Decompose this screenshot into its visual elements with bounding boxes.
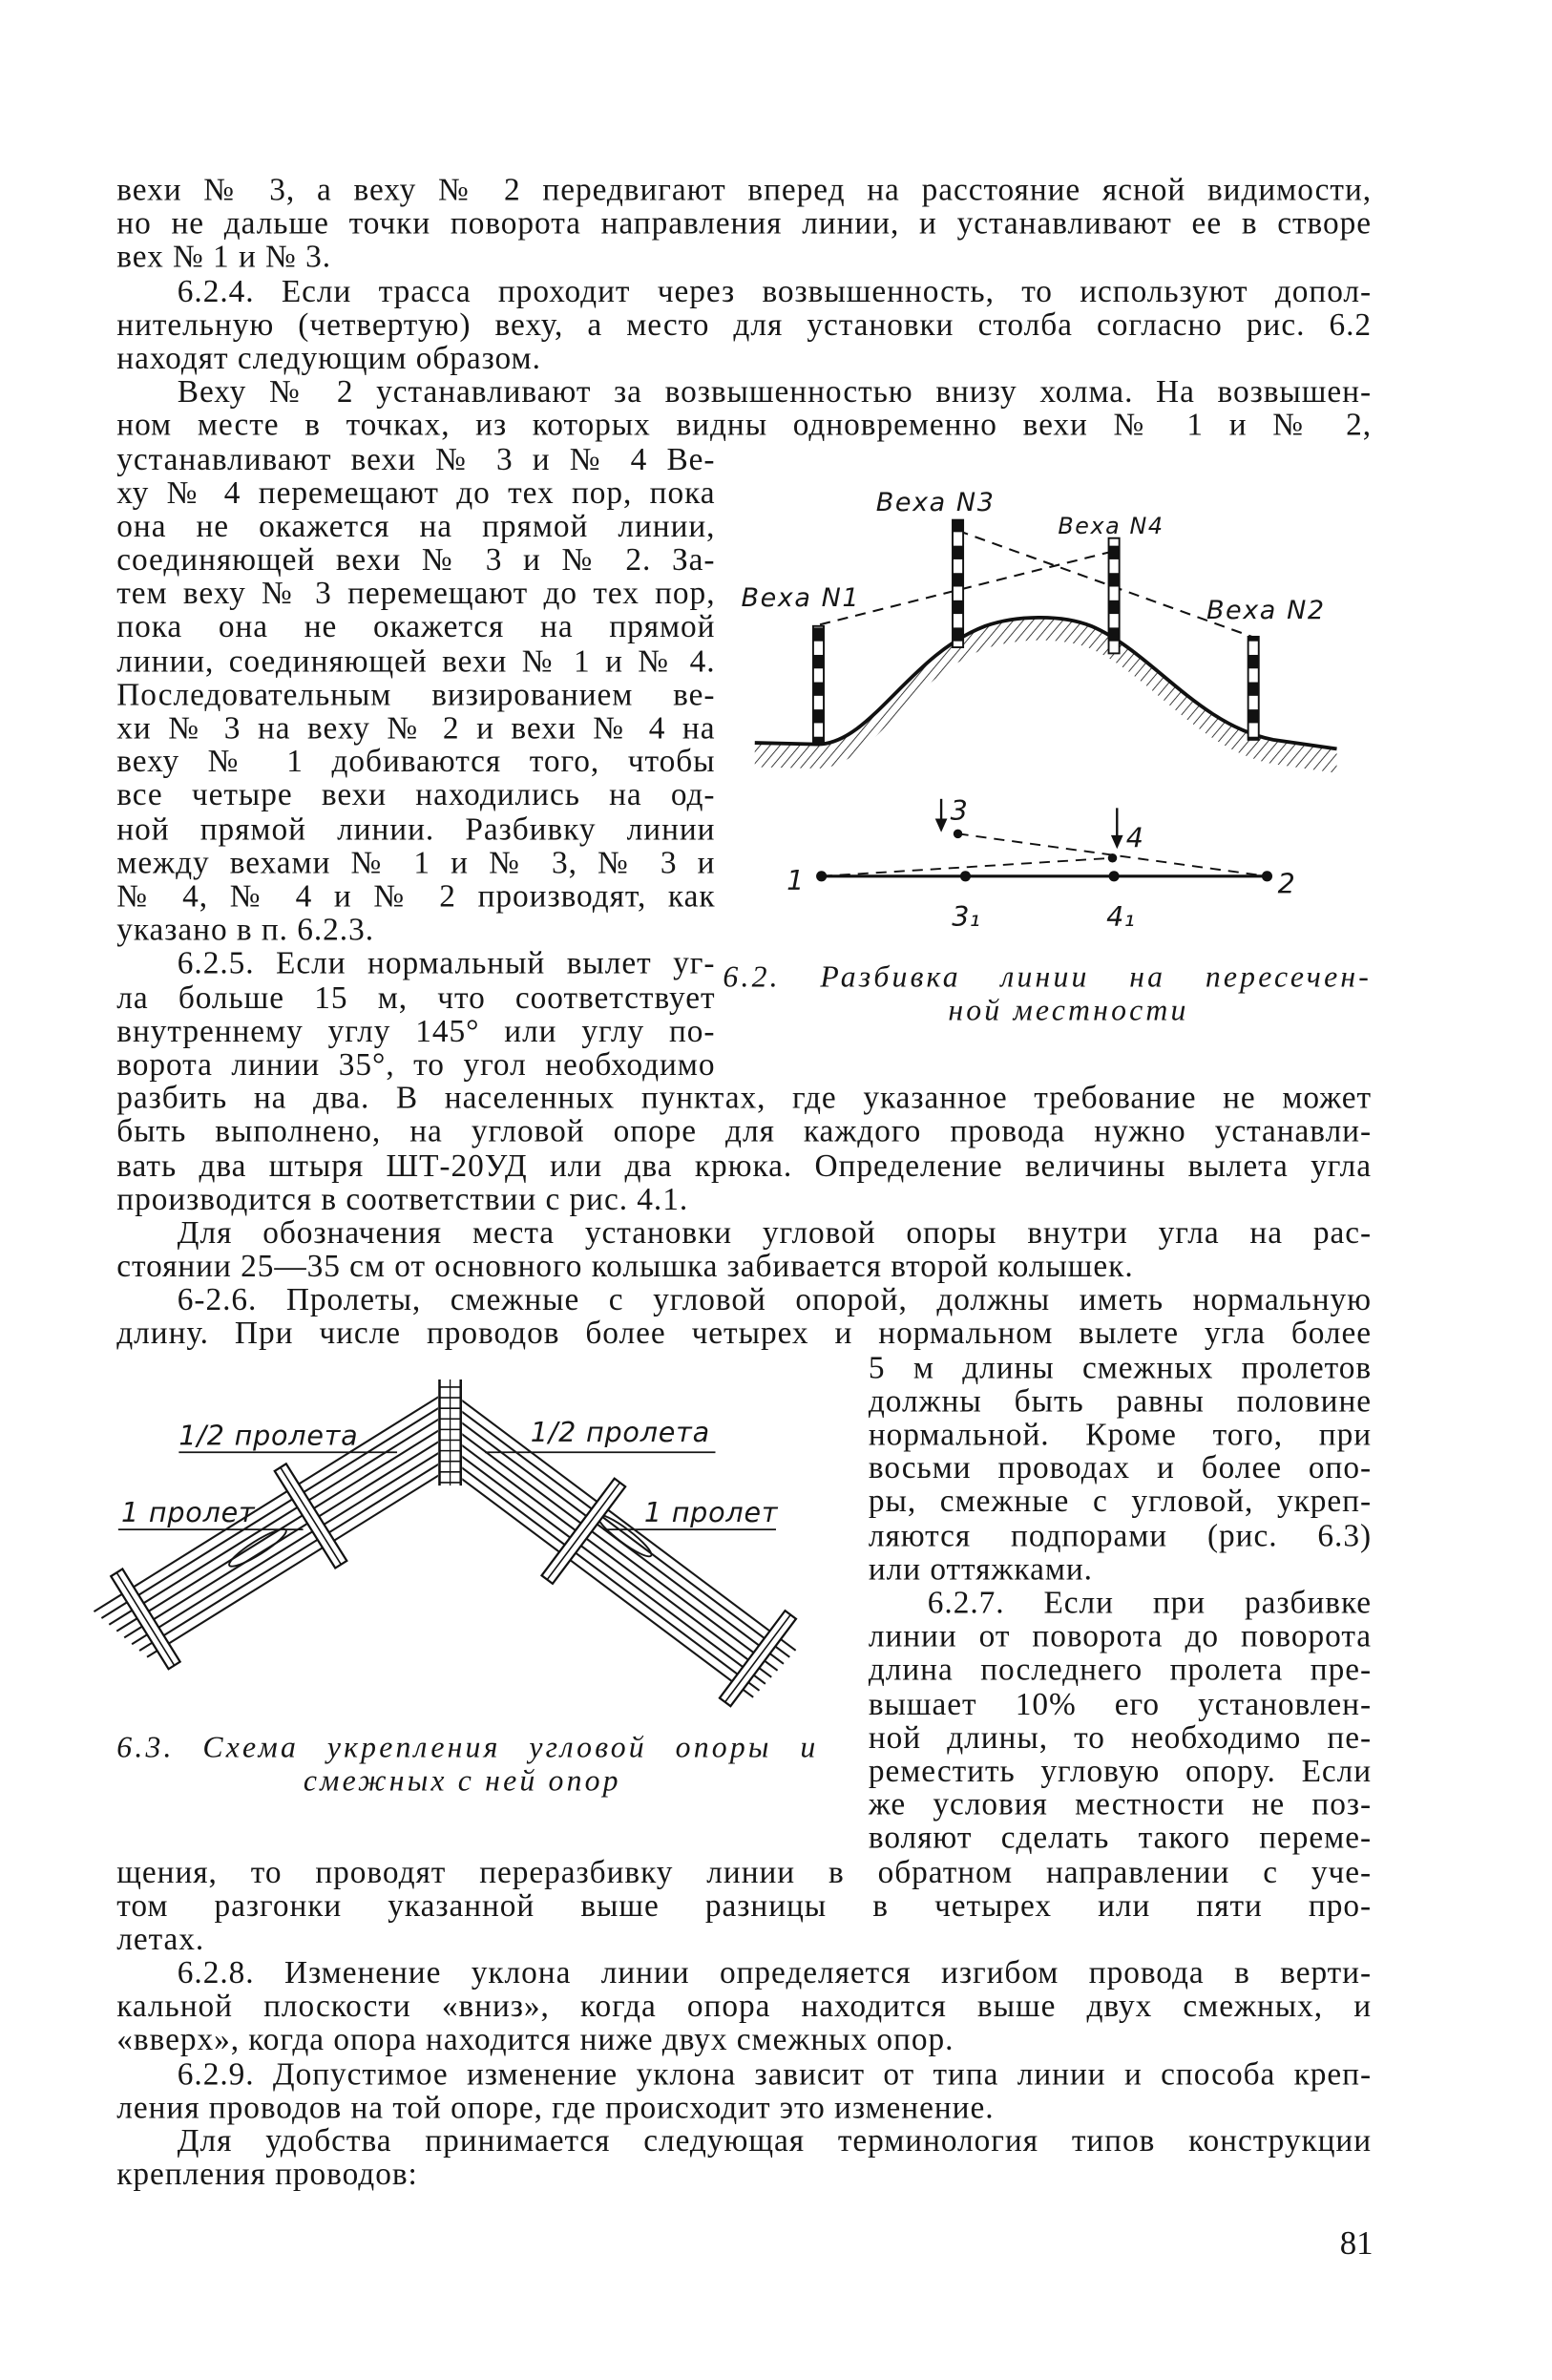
point-3 — [954, 830, 963, 839]
figure-caption: 6.2. Разбивка линии на пересечен- — [723, 960, 1373, 995]
text-line: ху № 4 перемещают до тех пор, пока — [116, 474, 716, 511]
text-line: летах. — [116, 1920, 205, 1957]
text-line: разбить на два. В населенных пунктах, где указанное требование не может — [116, 1079, 1373, 1116]
arrow-head-3 — [935, 818, 948, 832]
figure-caption: 6.3. Схема укрепления угловой опоры и — [116, 1731, 819, 1765]
text-line: хи № 3 на веху № 2 и вехи № 4 на — [116, 709, 716, 747]
text-line: внутреннему углу 145° или углу по- — [116, 1012, 716, 1049]
text-line: восьми проводах и более опо- — [868, 1449, 1373, 1486]
text-line: Веху № 2 устанавливают за возвышенностью внизу холма. На возвышен- — [177, 372, 1373, 410]
text-line: но не дальше точки поворота направления линии, и устанавливают ее в створе — [116, 204, 1373, 242]
text-line: веху № 1 добиваются того, чтобы — [116, 743, 716, 780]
half-span-label-left: 1/2 пролета — [178, 1419, 359, 1452]
text-line: должны быть равны половине — [868, 1381, 1373, 1419]
text-line: 6-2.6. Пролеты, смежные с угловой опорой, должны иметь нормальную — [177, 1281, 1373, 1318]
text-line: ляются подпорами (рис. 6.3) — [868, 1516, 1373, 1553]
figure-6-3-diagram — [75, 1364, 833, 1720]
page-number: 81 — [1339, 2223, 1374, 2263]
text-line: воляют сделать такого переме- — [868, 1819, 1373, 1857]
figure-caption: ной местности — [948, 994, 1189, 1028]
text-line: линии от поворота до поворота — [868, 1617, 1373, 1654]
point-label-2: 2 — [1277, 867, 1295, 900]
wire-line-right — [451, 1437, 772, 1677]
text-line: нительную (четвертую) веху, а место для установки столба согласно рис. 6.2 — [116, 305, 1373, 343]
wire-line-right — [451, 1425, 778, 1671]
point-label-4-1: 4₁ — [1106, 900, 1135, 934]
text-line: Для удобства принимается следующая терминология типов конструкции — [177, 2122, 1373, 2159]
text-line: ры, смежные с угловой, укреп- — [868, 1483, 1373, 1520]
text-line: между вехами № 1 и № 3, № 3 и — [116, 844, 716, 881]
pole-label-2: Веха N2 — [1206, 595, 1326, 625]
text-line: 6.2.7. Если при разбивке — [927, 1584, 1373, 1621]
text-line: нормальной. Кроме того, при — [868, 1416, 1373, 1453]
arrow-head-4 — [1111, 835, 1123, 849]
text-line: находят следующим образом. — [116, 339, 541, 376]
text-line: ления проводов на той опоре, где происходит это изменение. — [116, 2088, 995, 2125]
text-line: вех № 1 и № 3. — [116, 238, 332, 276]
half-span-label-right: 1/2 пролета — [530, 1416, 710, 1449]
point-3-1 — [960, 871, 971, 881]
text-line: соединяющей вехи № 3 и № 2. За- — [116, 541, 716, 579]
text-line: кальной плоскости «вниз», когда опора находится выше двух смежных, и — [116, 1988, 1373, 2025]
survey-pole-1 — [813, 626, 824, 745]
point-2 — [1262, 871, 1272, 881]
sight-line-1-4 — [820, 550, 1117, 624]
corner-pole — [438, 1380, 462, 1485]
text-line: ворота линии 35°, то угол необходимо — [116, 1045, 716, 1083]
text-line: тем веху № 3 перемещают до тех пор, — [116, 575, 716, 612]
text-line: 6.2.5. Если нормальный вылет уг- — [177, 944, 716, 981]
text-line: производится в соответствии с рис. 4.1. — [116, 1180, 689, 1217]
text-line: ной длины, то необходимо пе- — [868, 1718, 1373, 1756]
text-line: ном месте в точках, из которых видны одновременно вехи № 1 и № 2, — [116, 407, 1373, 444]
point-1 — [816, 871, 827, 881]
text-line: ла больше 15 м, что соответствует — [116, 979, 716, 1016]
span-label-left: 1 пролет — [121, 1496, 256, 1529]
text-line: 6.2.9. Допустимое изменение уклона зависит от типа линии и способа креп- — [177, 2054, 1373, 2092]
text-line: длину. При числе проводов более четырех и нормальном вылете угла более — [116, 1315, 1373, 1352]
figure-caption: смежных с ней опор — [303, 1764, 621, 1799]
point-label-4: 4 — [1125, 821, 1143, 854]
point-label-3-1: 3₁ — [952, 900, 980, 934]
text-line: или оттяжками. — [868, 1550, 1093, 1588]
pole-label-4: Веха N4 — [1058, 512, 1164, 539]
text-line: вехи № 3, а веху № 2 передвигают вперед на расстояние ясной видимости, — [116, 171, 1373, 208]
text-line: № 4, № 4 и № 2 производят, как — [116, 877, 716, 915]
adjacent-pole-left-2 — [111, 1569, 179, 1669]
text-line: Для обозначения места установки угловой опоры внутри угла на рас- — [177, 1213, 1373, 1251]
text-line: том разгонки указанной выше разницы в четырех или пяти про- — [116, 1886, 1373, 1924]
text-line: крепления проводов: — [116, 2156, 418, 2193]
text-line: реместить угловую опору. Если — [868, 1752, 1373, 1789]
survey-pole-4 — [1109, 538, 1120, 654]
text-line: щения, то проводят переразбивку линии в обратном направлении с уче- — [116, 1853, 1373, 1890]
pole-label-3: Веха N3 — [875, 488, 996, 518]
text-line: все четыре вехи находились на од- — [116, 776, 716, 813]
text-line: 5 м длины смежных пролетов — [868, 1348, 1373, 1385]
survey-pole-3 — [953, 520, 963, 647]
text-line: 6.2.4. Если трасса проходит через возвышенность, то используют допол- — [177, 272, 1373, 309]
text-line: Последовательным визированием ве- — [116, 675, 716, 713]
text-line: же условия местности не поз- — [868, 1785, 1373, 1822]
adjacent-pole-right-1 — [542, 1479, 626, 1584]
text-line: стоянии 25—35 см от основного колышка забивается второй колышек. — [116, 1247, 1134, 1285]
text-line: 6.2.8. Изменение уклона линии определяется изгибом провода в верти- — [177, 1953, 1373, 1990]
text-line: длина последнего пролета пре- — [868, 1651, 1373, 1688]
text-line: линии, соединяющей вехи № 1 и № 4. — [116, 642, 716, 679]
wire-line-right — [451, 1447, 766, 1683]
text-line: вать два штыря ШТ-20УД или два крюка. Определение величины вылета угла — [116, 1147, 1373, 1184]
pole-label-1: Веха N1 — [741, 583, 861, 614]
text-line: «вверх», когда опора находится ниже двух смежных опор. — [116, 2021, 954, 2058]
point-4-1 — [1109, 871, 1120, 881]
text-line: пока она не окажется на прямой — [116, 608, 716, 645]
text-line: ной прямой линии. Разбивку линии — [116, 810, 716, 848]
point-label-3: 3 — [950, 794, 968, 828]
text-line: устанавливают вехи № 3 и № 4 Ве- — [116, 440, 716, 477]
point-label-1: 1 — [786, 864, 805, 897]
point-4 — [1108, 853, 1118, 863]
span-label-right: 1 пролет — [643, 1496, 779, 1529]
text-line: быть выполнено, на угловой опоре для каждого провода нужно устанавли- — [116, 1113, 1373, 1150]
survey-pole-2 — [1248, 637, 1259, 740]
text-line: она не окажется на прямой линии, — [116, 507, 716, 544]
text-line: вышает 10% его установлен- — [868, 1685, 1373, 1722]
figure-6-2-diagram — [727, 470, 1379, 955]
text-line: указано в п. 6.2.3. — [116, 911, 375, 948]
